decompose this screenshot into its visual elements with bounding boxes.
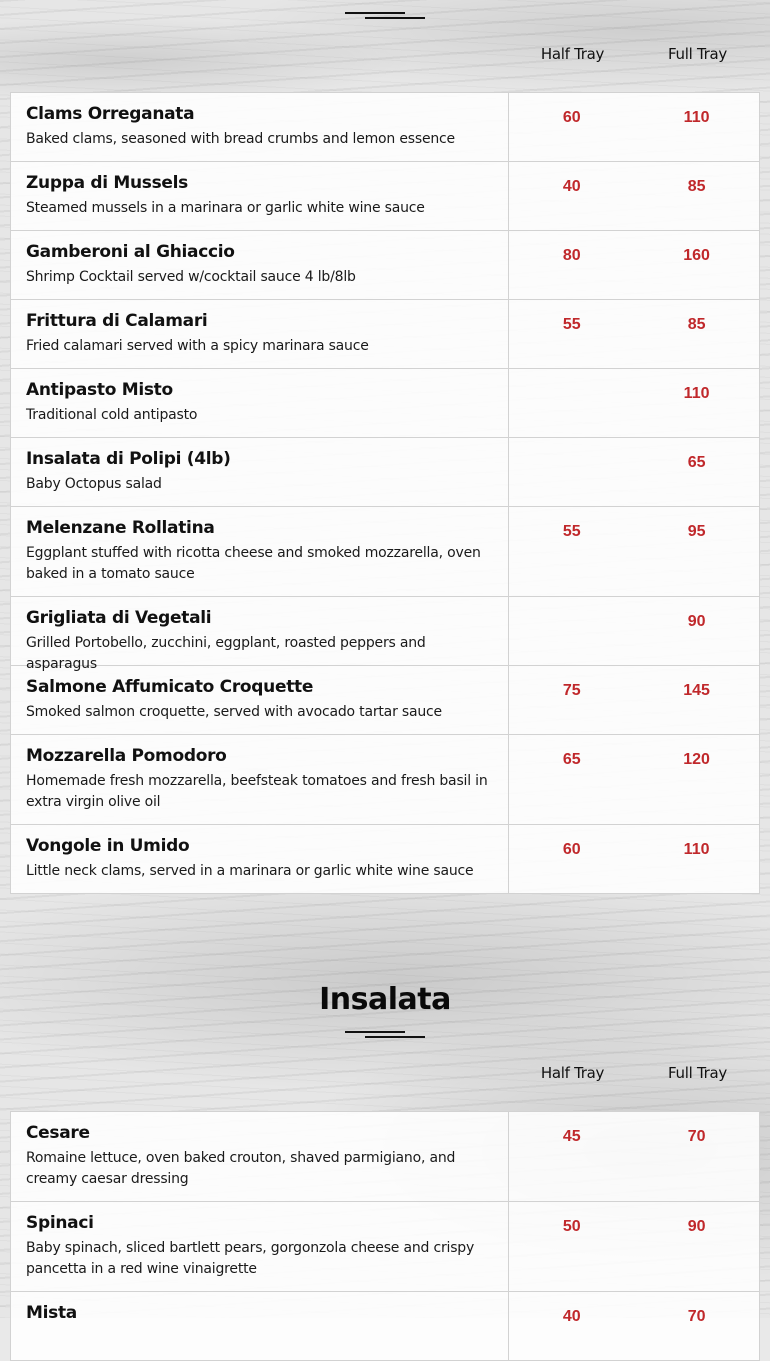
half-tray-price — [509, 597, 634, 665]
column-headers — [510, 1064, 760, 1084]
full-tray-price: 110 — [683, 109, 710, 126]
item-name: Clams Orreganata — [26, 104, 195, 124]
item-name: Gamberoni al Ghiaccio — [26, 242, 235, 262]
full-tray-price: 85 — [687, 178, 706, 195]
full-tray-price: 90 — [687, 1218, 706, 1235]
item-description: Baby Octopus salad — [26, 476, 162, 492]
item-description: Steamed mussels in a marinara or garlic white wine sauce — [26, 200, 425, 216]
half-tray-price: 60 — [562, 841, 581, 858]
full-tray-price: 90 — [687, 613, 706, 630]
item-description: Smoked salmon croquette, served with avocado tartar sauce — [26, 704, 442, 720]
half-tray-price — [509, 369, 634, 437]
item-description: Homemade fresh mozzarella, beefsteak tomatoes and fresh basil in extra virgin olive oil — [26, 773, 488, 810]
item-name: Spinaci — [26, 1213, 94, 1233]
menu-row — [10, 438, 760, 507]
item-name: Insalata di Polipi (4lb) — [26, 449, 231, 469]
item-name: Melenzane Rollatina — [26, 518, 215, 538]
section-title-underline — [345, 1031, 425, 1045]
menu-row — [10, 369, 760, 438]
full-tray-price: 70 — [687, 1128, 706, 1145]
menu-row — [10, 597, 760, 672]
menu-row — [10, 300, 760, 369]
item-description: Baked clams, seasoned with bread crumbs and lemon essence — [26, 131, 455, 147]
half-tray-header: Half Tray — [540, 1064, 605, 1082]
half-tray-price: 55 — [562, 523, 581, 540]
half-tray-price: 80 — [562, 247, 581, 264]
item-description: Baby spinach, sliced bartlett pears, gorgonzola cheese and crispy pancetta in a red wine vinaigrette — [26, 1240, 475, 1277]
section-title-underline — [345, 12, 425, 26]
item-description: Grilled Portobello, zucchini, eggplant, roasted peppers and asparagus — [26, 635, 426, 672]
menu-row — [10, 666, 760, 735]
menu-row — [10, 1292, 760, 1361]
menu-row — [10, 507, 760, 597]
item-description: Traditional cold antipasto — [26, 407, 198, 423]
half-tray-price: 60 — [562, 109, 581, 126]
full-tray-price: 65 — [687, 454, 706, 471]
menu-row — [10, 162, 760, 231]
full-tray-price: 95 — [687, 523, 706, 540]
item-name: Antipasto Misto — [26, 380, 173, 400]
item-name: Mozzarella Pomodoro — [26, 746, 227, 766]
item-name: Frittura di Calamari — [26, 311, 208, 331]
half-tray-price: 40 — [562, 178, 581, 195]
menu-row — [10, 231, 760, 300]
menu-row — [10, 1202, 760, 1292]
section-title: Insalata — [319, 982, 451, 1017]
menu-row — [10, 93, 760, 162]
item-name: Grigliata di Vegetali — [26, 608, 212, 628]
full-tray-price: 120 — [683, 751, 710, 768]
column-headers — [510, 45, 760, 65]
item-name: Cesare — [26, 1123, 90, 1143]
menu-row — [10, 735, 760, 825]
item-name: Vongole in Umido — [26, 836, 190, 856]
full-tray-price: 110 — [683, 841, 710, 858]
half-tray-price: 45 — [562, 1128, 581, 1145]
half-tray-header: Half Tray — [540, 45, 605, 63]
half-tray-price: 50 — [562, 1218, 581, 1235]
full-tray-price: 70 — [687, 1308, 706, 1325]
full-tray-header: Full Tray — [668, 45, 727, 63]
menu-row — [10, 825, 760, 894]
half-tray-price: 40 — [562, 1308, 581, 1325]
half-tray-price: 75 — [562, 682, 581, 699]
item-description: Shrimp Cocktail served w/cocktail sauce 4 lb/8lb — [26, 269, 356, 285]
full-tray-header: Full Tray — [668, 1064, 727, 1082]
menu-table-appetizers — [10, 92, 760, 894]
item-description: Romaine lettuce, oven baked crouton, shaved parmigiano, and creamy caesar dressing — [26, 1150, 456, 1187]
item-description: Eggplant stuffed with ricotta cheese and smoked mozzarella, oven baked in a tomato sauce — [26, 545, 481, 582]
item-name: Salmone Affumicato Croquette — [26, 677, 314, 697]
item-description: Little neck clams, served in a marinara or garlic white wine sauce — [26, 863, 474, 879]
full-tray-price: 85 — [687, 316, 706, 333]
menu-row — [10, 1112, 760, 1202]
full-tray-price: 145 — [683, 682, 710, 699]
full-tray-price: 110 — [683, 385, 710, 402]
menu-table-insalata — [10, 1111, 760, 1361]
item-description: Fried calamari served with a spicy marinara sauce — [26, 338, 369, 354]
full-tray-price: 160 — [683, 247, 710, 264]
item-name: Mista — [26, 1303, 77, 1323]
half-tray-price: 65 — [562, 751, 581, 768]
half-tray-price — [509, 438, 634, 506]
item-name: Zuppa di Mussels — [26, 173, 189, 193]
half-tray-price: 55 — [562, 316, 581, 333]
